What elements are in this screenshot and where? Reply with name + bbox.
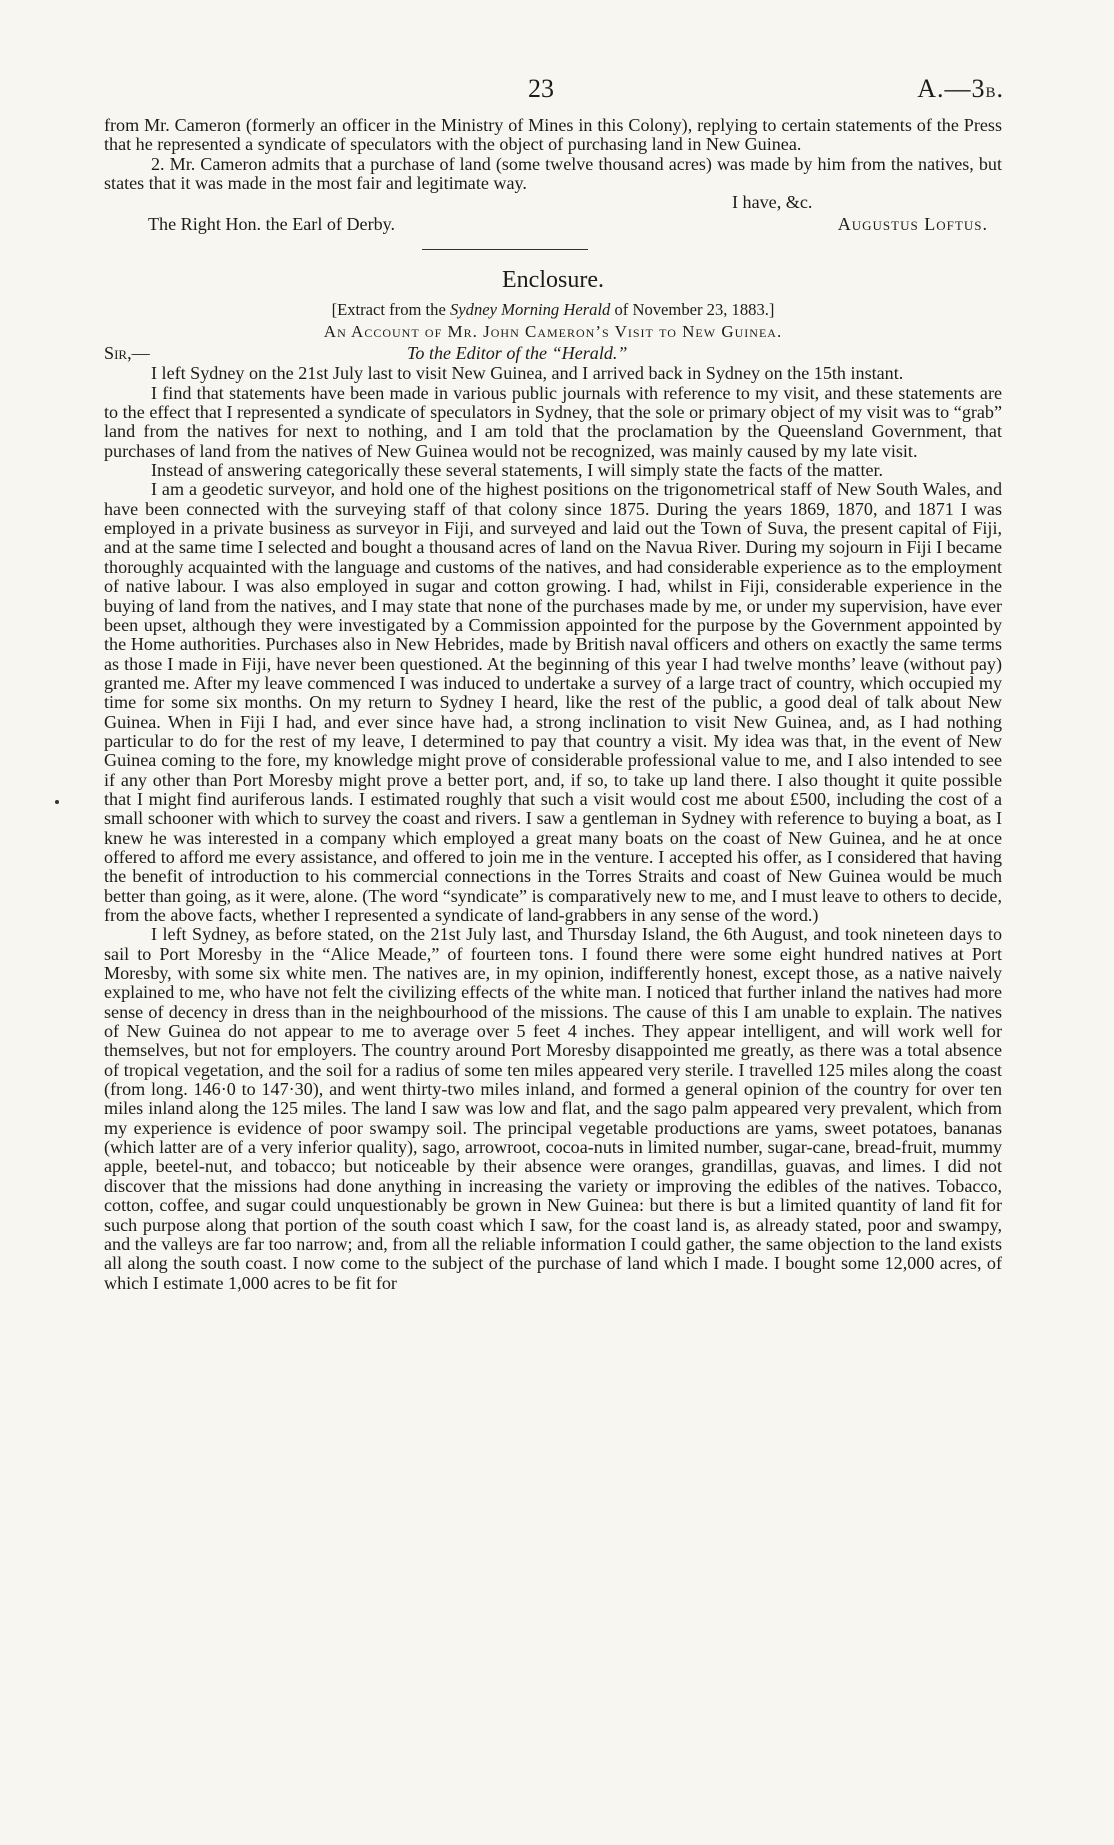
- page-number: 23: [528, 74, 554, 103]
- closing-regards: I have, &c.: [732, 192, 813, 213]
- ink-speck: [55, 800, 59, 804]
- salutation: Sir,—: [104, 343, 150, 364]
- body-paragraph-3: Instead of answering categorically these several statements, I will simply state the facts of the matter.: [151, 460, 884, 481]
- extract-post: of November 23, 1883.]: [610, 300, 775, 320]
- letter-paragraph-2: 2. Mr. Cameron admits that a purchase of land (some twelve thousand acres) was made by him from the natives, but states that it was made in the most fair and legitimate way.: [104, 153, 1002, 194]
- ref-end: .: [996, 74, 1004, 103]
- ref-suffix: b: [985, 77, 997, 102]
- divider: [104, 237, 1002, 263]
- extract-note: [104, 299, 1002, 321]
- account-title: An Account of Mr. John Cameron’s Visit to New Guinea.: [323, 322, 783, 342]
- newspaper-name: Sydney Morning Herald: [449, 300, 611, 320]
- letter-paragraph-1: from Mr. Cameron (formerly an officer in the Ministry of Mines in this Colony), replying to certain statements of the Press that he represented a syndicate of speculators with the object of purchasing land in New Guinea.: [104, 115, 1002, 155]
- page: [104, 74, 1002, 1293]
- ref-main: A.—3: [917, 74, 986, 103]
- document-reference: [917, 74, 1004, 104]
- enclosure-body: [104, 364, 1002, 1293]
- extract-pre: [Extract from the: [331, 300, 450, 320]
- body-paragraph-4: I am a geodetic surveyor, and hold one of the highest positions on the trigonometrical staff of New South Wales, and have been connected with the surveying staff of that colony since 1875. During the years 1869, 1870, and 1871 I was employed in a private business as surveyor in Fiji, and surveyed and laid out the Town of Suva, the present capital of Fiji, and at the same time I selected and bought a thousand acres of land on the Navua River. During my sojourn in Fiji I became thoroughly acquainted with the language and customs of the natives, and had considerable experience as to the employment of native labour. I was also employed in sugar and cotton growing. I had, whilst in Fiji, considerable experience in the buying of land from the natives, and I may state that none of the purchases made by me, or under my supervision, have ever been upset, although they were investigated by a Commission appointed for the purpose by the Government appointed by the Home authorities. Purchases also in New Hebrides, made by British naval officers and others on exactly the same terms as those I made in Fiji, have never been questioned. At the beginning of this year I had twelve months’ leave (without pay) granted me. After my leave commenced I was induced to undertake a survey of a large tract of country, which occupied my time for some six months. On my return to Sydney I heard, like the rest of the public, a good deal of talk about New Guinea. When in Fiji I had, and ever since have had, a strong inclination to visit New Guinea, and, as I had nothing particular to do for the rest of my leave, I determined to pay that country a visit. My idea was that, in the event of New Guinea coming to the fore, my knowledge might prove of considerable professional value to me, and I also intended to see if any other than Port Moresby might prove a better port, and, if so, to take up land there. I also thought it quite possible that I might find auriferous lands. I estimated roughly that such a visit would cost me about £500, including the cost of a small schooner with which to survey the coast and rivers. I saw a gentleman in Sydney with reference to buying a boat, as I knew he was interested in a company which employed a great many boats on the coast of New Guinea, and he at once offered to afford me every assistance, and offered to join me in the venture. I accepted his offer, as I considered that having the benefit of introduction to his commercial connections in the Torres Straits and coast of New Guinea would be much better than going, as it were, alone. (The word “syndicate” is comparatively new to me, and I must leave to others to decide, from the above facts, whether I represented a syndicate of land-grabbers in any sense of the word.): [104, 479, 1002, 925]
- to-the-editor: To the Editor of the “Herald.”: [407, 343, 628, 364]
- body-paragraph-5: I left Sydney, as before stated, on the 21st July last, and Thursday Island, the 6th August, and took nineteen days to sail to Port Moresby in the “Alice Meade,” of fourteen tons. I found there were some eight hundred natives at Port Moresby, with some six white men. The natives are, in my opinion, indifferently honest, except those, as a native naively explained to me, who have not felt the civilizing effects of the white man. I noticed that further inland the natives had more sense of decency in dress than in the neighbourhood of the missions. The cause of this I am unable to explain. The natives of New Guinea do not appear to me to average over 5 feet 4 inches. They appear intelligent, and will work well for themselves, but not for employers. The country around Port Moresby disappointed me greatly, as there was a total absence of tropical vegetation, and the soil for a radius of some ten miles appeared very sterile. I travelled 125 miles along the coast (from long. 146·0 to 147·30), and went thirty-two miles inland, and formed a general opinion of the country for over ten miles inland along the 125 miles. The land I saw was low and flat, and the sago palm appeared very prevalent, which from my experience is evidence of poor swampy soil. The principal vegetable productions are yams, sweet potatoes, bananas (which latter are of a very inferior quality), sago, arrowroot, cocoa-nuts in limited number, sugar-cane, bread-fruit, mummy apple, beetel-nut, and tobacco; but noticeable by their absence were oranges, grandillas, guavas, and limes. I did not discover that the missions had done anything in increasing the variety or improving the edibles of the natives. Tobacco, cotton, coffee, and sugar could unquestionably be grown in New Guinea: but there is but a limited quantity of land fit for such purpose along that portion of the south coast which I saw, for the coast land is, as already stated, poor and swampy, and the valleys are far too narrow; and, from all the reliable information I could gather, the same objection to the land exists all along the south coast. I now come to the subject of the purchase of land which I made. I bought some 12,000 acres, of which I estimate 1,000 acres to be fit for: [104, 924, 1002, 1293]
- divider-rule: [422, 249, 588, 250]
- body-paragraph-1: I left Sydney on the 21st July last to visit New Guinea, and I arrived back in Sydney on the 15th instant.: [151, 363, 904, 384]
- addressee: The Right Hon. the Earl of Derby.: [148, 214, 396, 235]
- page-header: [104, 74, 1002, 116]
- closing-row: [104, 193, 1002, 215]
- salutation-row: [104, 343, 1002, 364]
- enclosure-title: Enclosure.: [502, 267, 604, 294]
- signature-row: [104, 215, 1002, 237]
- body-paragraph-2: I find that statements have been made in various public journals with reference to my visit, and these statements are to the effect that I represented a syndicate of speculators in Sydney, that the sole or primary object of my visit was to “grab” land from the natives for next to nothing, and I am told that the proclamation by the Queensland Government, that purchases of land from the natives of New Guinea would not be recognized, was mainly caused by my late visit.: [104, 382, 1002, 461]
- signature: Augustus Loftus.: [837, 214, 988, 235]
